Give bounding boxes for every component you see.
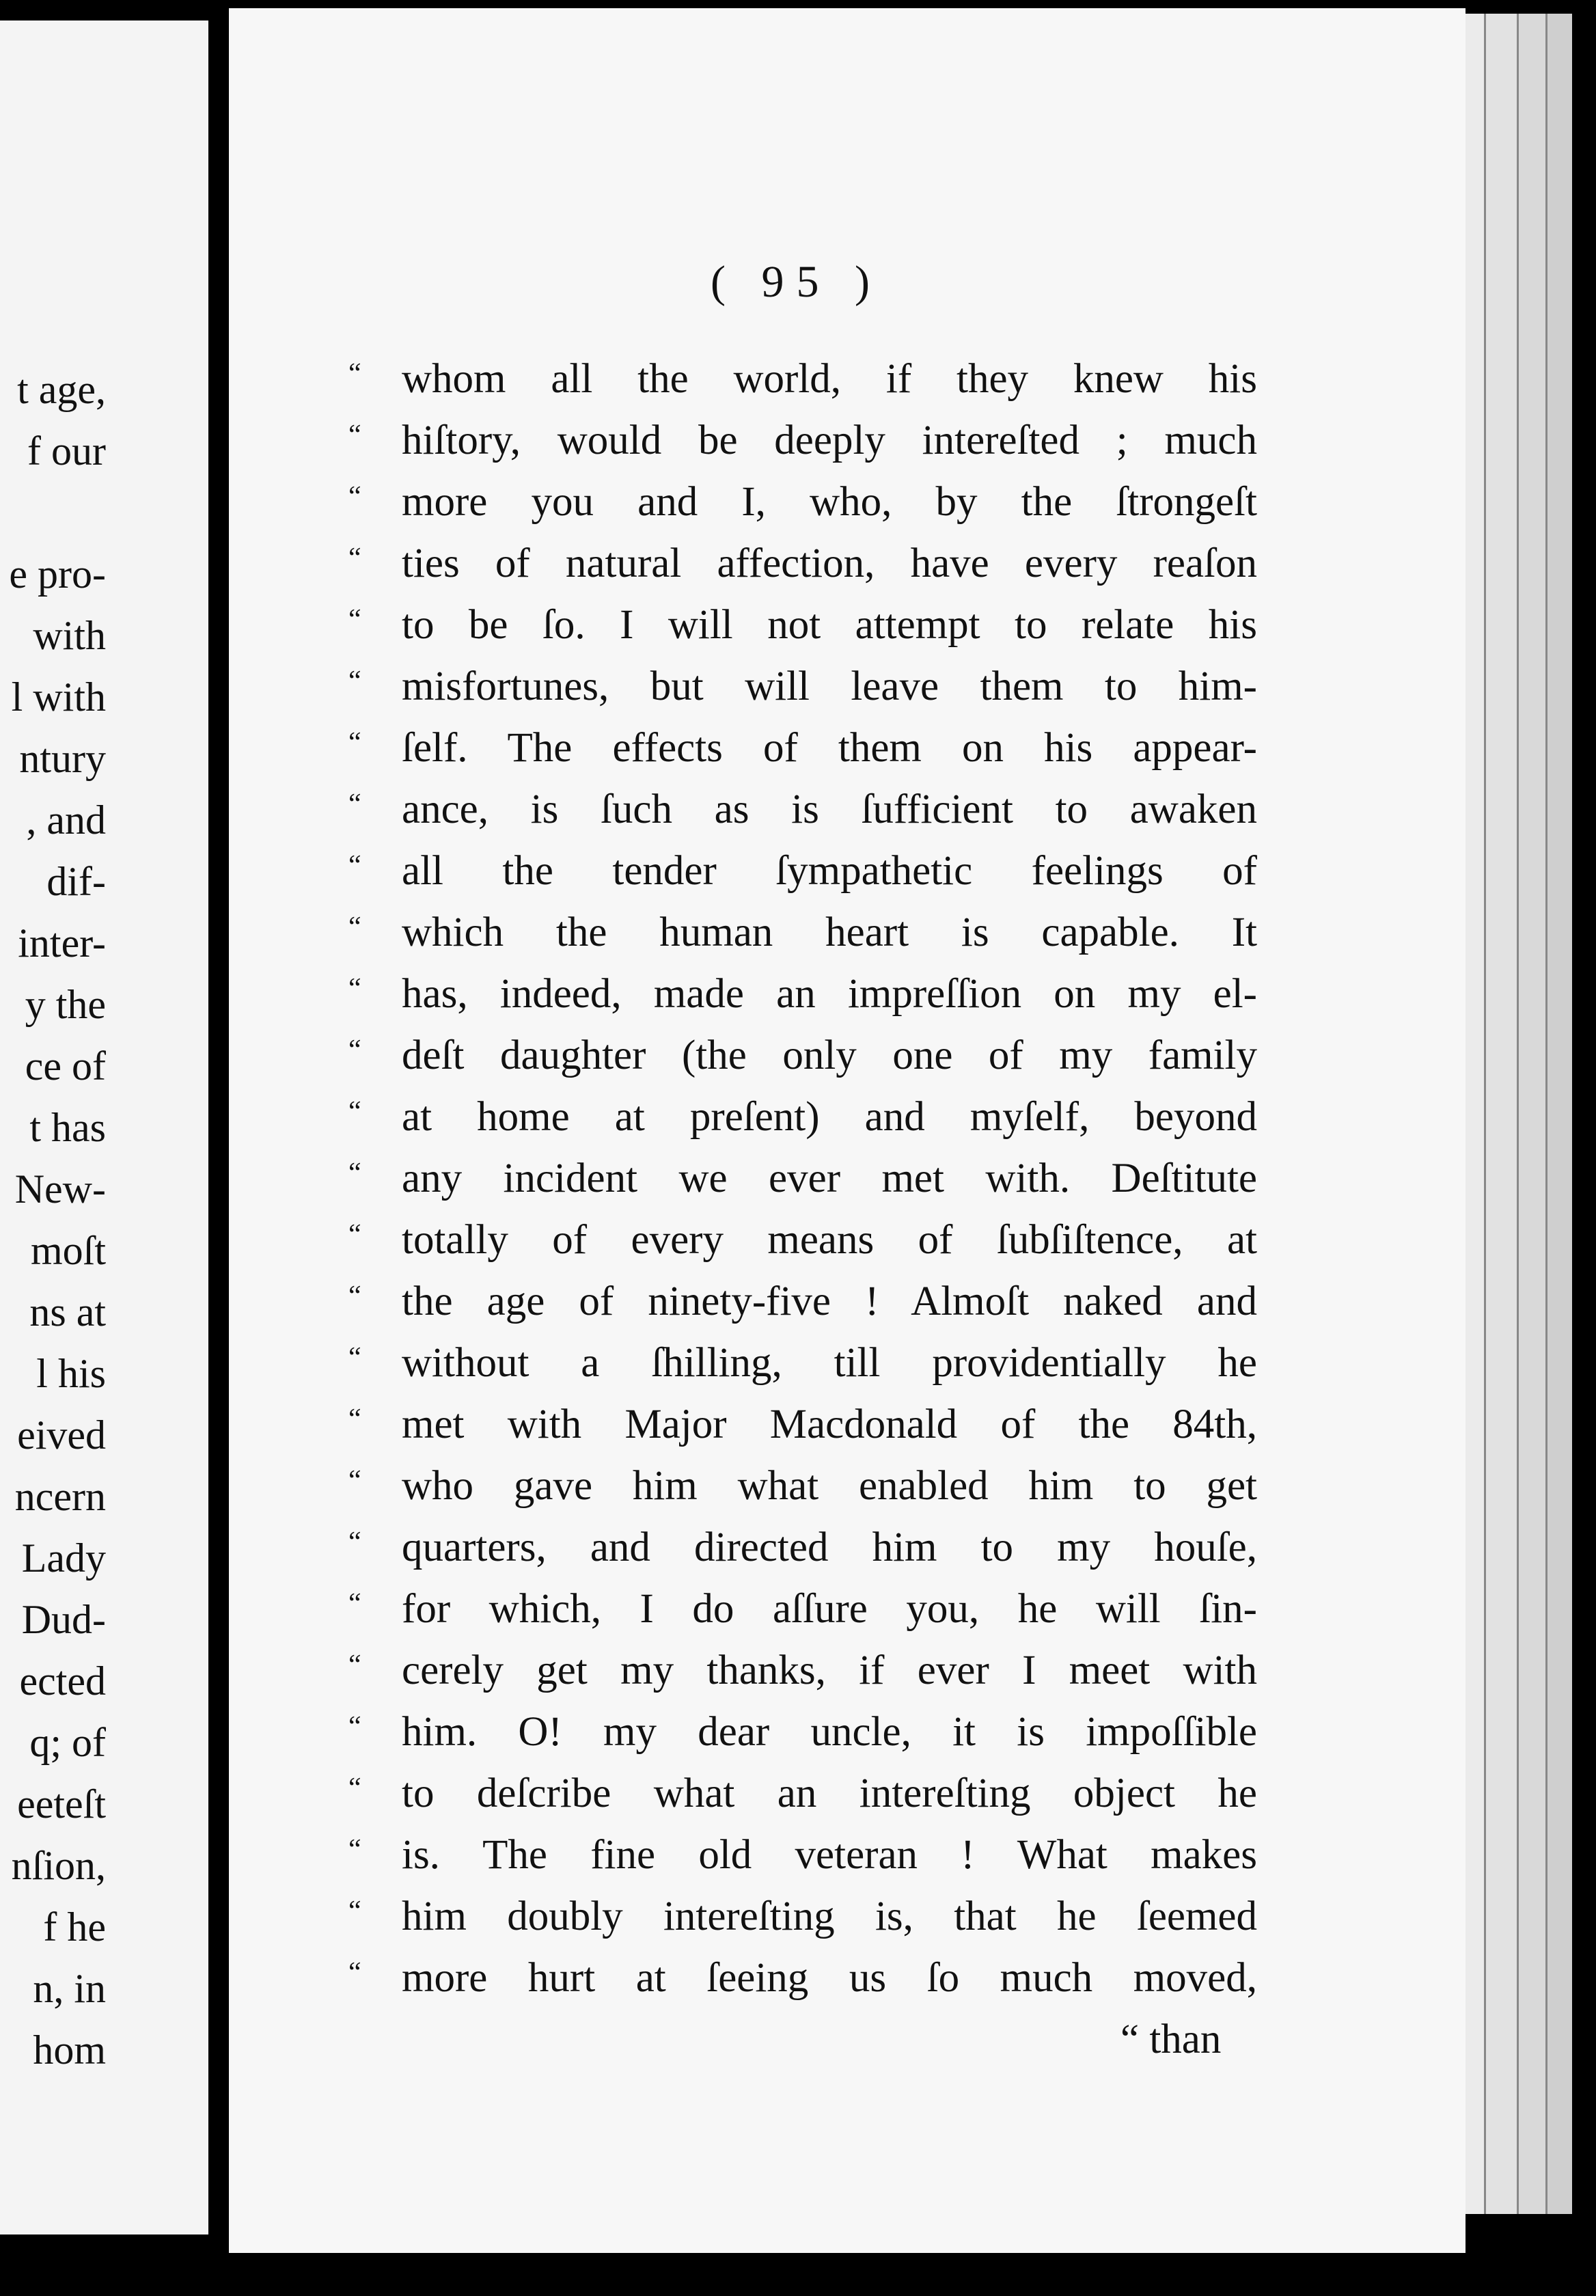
quote-mark: “ bbox=[348, 1527, 361, 1558]
catchword: “ than bbox=[1120, 2017, 1222, 2062]
line-text: him. O! my dear uncle, it is impoſſible bbox=[402, 1709, 1257, 1755]
line-text: who gave him what enabled him to get bbox=[402, 1463, 1257, 1509]
line-text: ance, is ſuch as is ſufficient to awaken bbox=[402, 787, 1257, 832]
quote-mark: “ bbox=[348, 1588, 361, 1620]
facing-line: eeteſt bbox=[17, 1781, 106, 1827]
facing-line: hom bbox=[33, 2027, 106, 2073]
text-line bbox=[348, 718, 1257, 779]
quote-mark: “ bbox=[348, 1404, 361, 1435]
line-text: without a ſhilling, till providentially he bbox=[402, 1340, 1257, 1386]
facing-line: ncern bbox=[14, 1474, 106, 1519]
text-line bbox=[348, 348, 1257, 410]
page-edge bbox=[1484, 14, 1517, 2214]
text-line bbox=[348, 410, 1257, 472]
quote-mark: “ bbox=[348, 850, 361, 882]
line-text: deſt daughter (the only one of my family bbox=[402, 1033, 1257, 1078]
facing-line: y the bbox=[25, 982, 106, 1027]
quote-mark: “ bbox=[348, 1219, 361, 1250]
text-line bbox=[348, 594, 1257, 656]
quote-mark: “ bbox=[348, 1957, 361, 1988]
facing-page bbox=[0, 20, 208, 2234]
facing-line: n, in bbox=[33, 1966, 106, 2011]
line-text: has, indeed, made an impreſſion on my el- bbox=[402, 971, 1257, 1017]
line-text: ties of natural affection, have every reaſon bbox=[402, 541, 1257, 586]
quote-mark: “ bbox=[348, 666, 361, 697]
line-text: any incident we ever met with. Deſtitute bbox=[402, 1156, 1257, 1201]
quote-mark: “ bbox=[348, 912, 361, 943]
quote-mark: “ bbox=[348, 358, 361, 390]
quote-mark: “ bbox=[348, 481, 361, 512]
facing-line: eived bbox=[17, 1412, 106, 1458]
text-line bbox=[348, 1763, 1257, 1824]
facing-line: ce of bbox=[25, 1043, 106, 1089]
text-line bbox=[348, 1517, 1257, 1578]
quote-mark: “ bbox=[348, 1096, 361, 1128]
text-line bbox=[348, 1271, 1257, 1332]
text-line bbox=[348, 472, 1257, 533]
text-line bbox=[348, 1025, 1257, 1086]
quote-mark: “ bbox=[348, 973, 361, 1004]
text-line bbox=[348, 964, 1257, 1025]
quote-mark: “ bbox=[348, 727, 361, 758]
text-line bbox=[348, 1332, 1257, 1394]
text-line bbox=[348, 902, 1257, 964]
quote-mark: “ bbox=[348, 789, 361, 820]
line-text: is. The fine old veteran ! What makes bbox=[402, 1832, 1257, 1878]
line-text: for which, I do aſſure you, he will ſin- bbox=[402, 1586, 1257, 1632]
text-line bbox=[348, 656, 1257, 718]
text-line bbox=[348, 1886, 1257, 1948]
facing-line: l with bbox=[11, 674, 106, 720]
quote-mark: “ bbox=[348, 1342, 361, 1374]
facing-line: t has bbox=[29, 1105, 106, 1150]
facing-line: with bbox=[33, 613, 106, 658]
line-text: more hurt at ſeeing us ſo much moved, bbox=[402, 1955, 1257, 2001]
line-text: ſelf. The effects of them on his appear- bbox=[402, 725, 1257, 771]
text-line bbox=[348, 1702, 1257, 1763]
page-edge bbox=[1545, 14, 1572, 2214]
text-line bbox=[348, 1148, 1257, 1210]
line-text: cerely get my thanks, if ever I meet with bbox=[402, 1648, 1257, 1693]
page-edge bbox=[1517, 14, 1546, 2214]
page-body bbox=[348, 348, 1257, 2009]
text-line bbox=[348, 1394, 1257, 1456]
facing-line: q; of bbox=[29, 1720, 106, 1765]
line-text: totally of every means of ſubſiſtence, at bbox=[402, 1217, 1257, 1263]
text-line bbox=[348, 840, 1257, 902]
text-line bbox=[348, 779, 1257, 840]
text-line bbox=[348, 1824, 1257, 1886]
facing-line: e pro- bbox=[9, 551, 106, 597]
quote-mark: “ bbox=[348, 1650, 361, 1681]
line-text: to deſcribe what an intereſting object he bbox=[402, 1771, 1257, 1816]
line-text: which the human heart is capable. It bbox=[402, 910, 1257, 955]
line-text: met with Major Macdonald of the 84th, bbox=[402, 1402, 1257, 1447]
line-text: to be ſo. I will not attempt to relate his bbox=[402, 602, 1257, 648]
quote-mark: “ bbox=[348, 1158, 361, 1189]
line-text: whom all the world, if they knew his bbox=[402, 356, 1257, 402]
facing-line: f he bbox=[43, 1904, 106, 1950]
line-text: him doubly intereſting is, that he ſeemed bbox=[402, 1894, 1257, 1939]
quote-mark: “ bbox=[348, 1465, 361, 1496]
facing-line: ns at bbox=[29, 1289, 106, 1335]
quote-mark: “ bbox=[348, 604, 361, 636]
facing-line: Dud- bbox=[21, 1597, 106, 1642]
facing-line: ntury bbox=[19, 736, 106, 781]
facing-line: Lady bbox=[21, 1535, 106, 1581]
text-line bbox=[348, 1210, 1257, 1271]
facing-line: , and bbox=[26, 797, 106, 843]
text-line bbox=[348, 1578, 1257, 1640]
quote-mark: “ bbox=[348, 1773, 361, 1804]
line-text: misfortunes, but will leave them to him- bbox=[402, 664, 1257, 709]
quote-mark: “ bbox=[348, 1896, 361, 1927]
text-line bbox=[348, 1086, 1257, 1148]
line-text: at home at preſent) and myſelf, beyond bbox=[402, 1094, 1257, 1140]
facing-line: moſt bbox=[30, 1228, 106, 1273]
line-text: quarters, and directed him to my houſe, bbox=[402, 1525, 1257, 1570]
quote-mark: “ bbox=[348, 1834, 361, 1866]
text-line bbox=[348, 1948, 1257, 2009]
line-text: more you and I, who, by the ſtrongeſt bbox=[402, 479, 1257, 525]
quote-mark: “ bbox=[348, 1035, 361, 1066]
line-text: all the tender ſympathetic feelings of bbox=[402, 848, 1257, 894]
text-line bbox=[348, 1456, 1257, 1517]
facing-line: inter- bbox=[18, 920, 106, 966]
line-text: hiſtory, would be deeply intereſted ; much bbox=[402, 418, 1257, 463]
page-number: ( 95 ) bbox=[711, 257, 882, 307]
facing-line: nſion, bbox=[11, 1843, 106, 1888]
quote-mark: “ bbox=[348, 420, 361, 451]
quote-mark: “ bbox=[348, 1281, 361, 1312]
quote-mark: “ bbox=[348, 1711, 361, 1742]
text-line bbox=[348, 1640, 1257, 1702]
text-line bbox=[348, 533, 1257, 594]
facing-line: dif- bbox=[46, 859, 106, 904]
facing-line: f our bbox=[27, 428, 106, 474]
facing-line: New- bbox=[14, 1166, 106, 1212]
facing-line: ected bbox=[19, 1658, 106, 1704]
facing-line: t age, bbox=[17, 367, 106, 412]
line-text: the age of ninety-five ! Almoſt naked and bbox=[402, 1279, 1257, 1324]
quote-mark: “ bbox=[348, 543, 361, 574]
facing-line: l his bbox=[36, 1351, 106, 1396]
